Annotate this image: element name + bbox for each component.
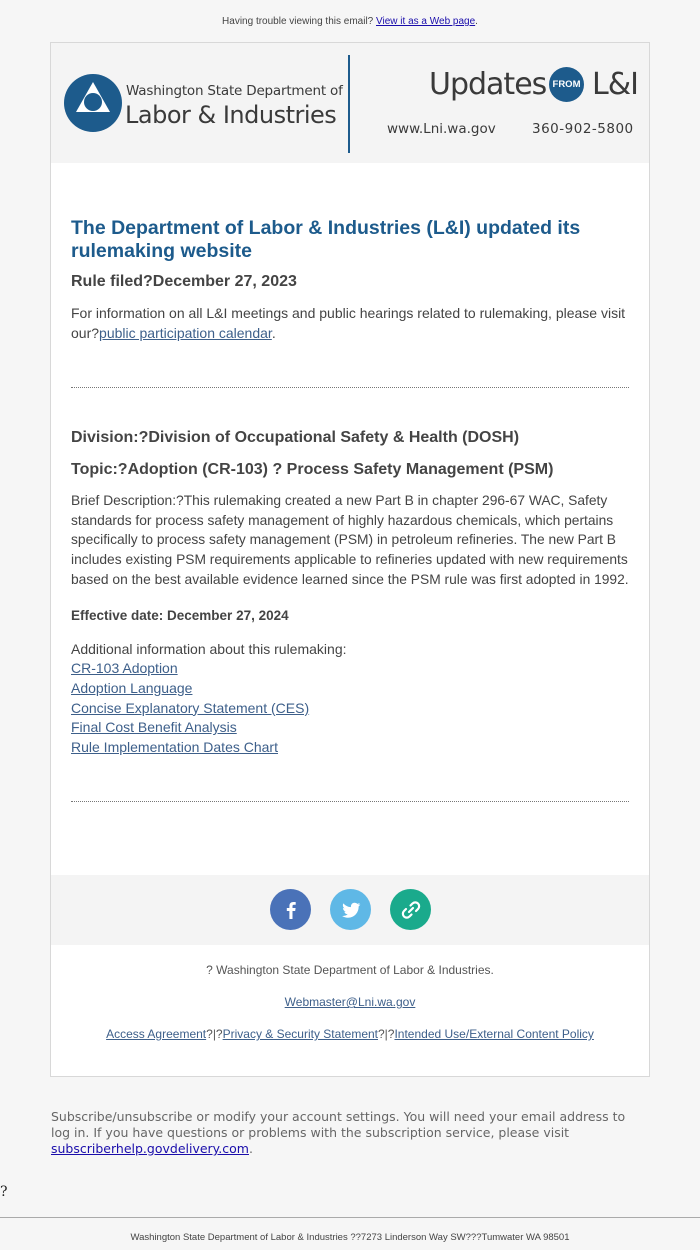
- ces-link[interactable]: Concise Explanatory Statement (CES): [71, 699, 310, 716]
- article-content: [71, 217, 629, 802]
- bottom-rule: [0, 1217, 700, 1218]
- updates-label: Updates: [429, 67, 547, 102]
- subscription-notice: [51, 1109, 641, 1157]
- facebook-button[interactable]: [270, 889, 311, 930]
- web-view-after: .: [475, 16, 478, 27]
- facebook-icon: [280, 899, 302, 921]
- from-badge: FROM: [549, 67, 584, 102]
- cost-benefit-link[interactable]: Final Cost Benefit Analysis: [71, 719, 237, 736]
- mailing-address: Washington State Department of Labor & Industries ??7273 Linderson Way SW???Tumwater WA 98501: [130, 1232, 570, 1243]
- subscriber-help-link[interactable]: subscriberhelp.govdelivery.com: [51, 1141, 249, 1156]
- implementation-dates-link[interactable]: Rule Implementation Dates Chart: [71, 739, 278, 756]
- section-divider: [71, 387, 629, 388]
- additional-info-label: Additional information about this rulemaking:: [71, 640, 347, 657]
- article-title: The Department of Labor & Industries (L&I) updated its rulemaking website: [71, 217, 581, 262]
- policy-separator: ?|?: [378, 1027, 395, 1041]
- info-text: For information on all L&I meetings and public hearings related to rulemaking, please visit our?: [71, 305, 626, 341]
- social-bar: [51, 875, 649, 945]
- lni-logo-icon: [63, 73, 123, 133]
- brief-description: Brief Description:?This rulemaking created a new Part B in chapter 296-67 WAC, Safety standards for process safety management of highly hazardous chemicals, which pertains specifically to process safety management (PSM) in petroleum refineries. The new Part B includes existing PSM requirements applicable to refineries updated with new requirements based on the best available evidence learned since the PSM rule was first adopted in 1992.: [71, 493, 629, 587]
- division-heading: Division:?Division of Occupational Safety & Health (DOSH): [71, 429, 520, 446]
- twitter-button[interactable]: [330, 889, 371, 930]
- logo-title: Labor & Industries: [125, 101, 337, 129]
- rulemaking-links: [71, 659, 629, 758]
- info-paragraph: [71, 303, 629, 343]
- copyright-text: ? Washington State Department of Labor & Industries.: [206, 963, 494, 977]
- subscription-after: .: [248, 1141, 253, 1156]
- website-text: www.Lni.wa.gov: [387, 121, 496, 137]
- web-view-link[interactable]: View it as a Web page: [376, 16, 476, 27]
- public-calendar-link[interactable]: public participation calendar: [99, 325, 272, 341]
- phone-text: 360-902-5800: [532, 121, 634, 137]
- header-divider: [348, 55, 350, 153]
- info-after: .: [271, 325, 276, 341]
- effective-date: Effective date: December 27, 2024: [71, 607, 289, 623]
- subscription-text: Subscribe/unsubscribe or modify your account settings. You will need your email address to log in. If you have questions or problems with the subscription service, please visit: [51, 1109, 626, 1140]
- web-view-notice: [0, 16, 700, 27]
- web-view-text: Having trouble viewing this email?: [222, 16, 377, 27]
- link-icon: [399, 898, 423, 922]
- stray-character: ?: [0, 1184, 8, 1200]
- cr103-adoption-link[interactable]: CR-103 Adoption: [71, 660, 178, 677]
- logo-subtitle: Washington State Department of: [126, 83, 343, 99]
- adoption-language-link[interactable]: Adoption Language: [71, 679, 193, 696]
- email-header: [51, 43, 649, 163]
- access-agreement-link[interactable]: Access Agreement: [106, 1027, 207, 1041]
- policy-links: [51, 1027, 649, 1041]
- webmaster-link[interactable]: Webmaster@Lni.wa.gov: [284, 995, 416, 1009]
- intended-use-link[interactable]: Intended Use/External Content Policy: [394, 1027, 594, 1041]
- share-link-button[interactable]: [390, 889, 431, 930]
- policy-separator: ?|?: [206, 1027, 223, 1041]
- section-divider-bottom: [71, 801, 629, 802]
- li-label: L&I: [592, 67, 638, 102]
- topic-heading: Topic:?Adoption (CR-103) ? Process Safety Management (PSM): [71, 461, 554, 478]
- email-card: [50, 42, 650, 1077]
- twitter-icon: [340, 899, 362, 921]
- privacy-link[interactable]: Privacy & Security Statement: [222, 1027, 378, 1041]
- email-footer: [51, 963, 649, 1041]
- rule-filed: Rule filed?December 27, 2023: [71, 273, 297, 290]
